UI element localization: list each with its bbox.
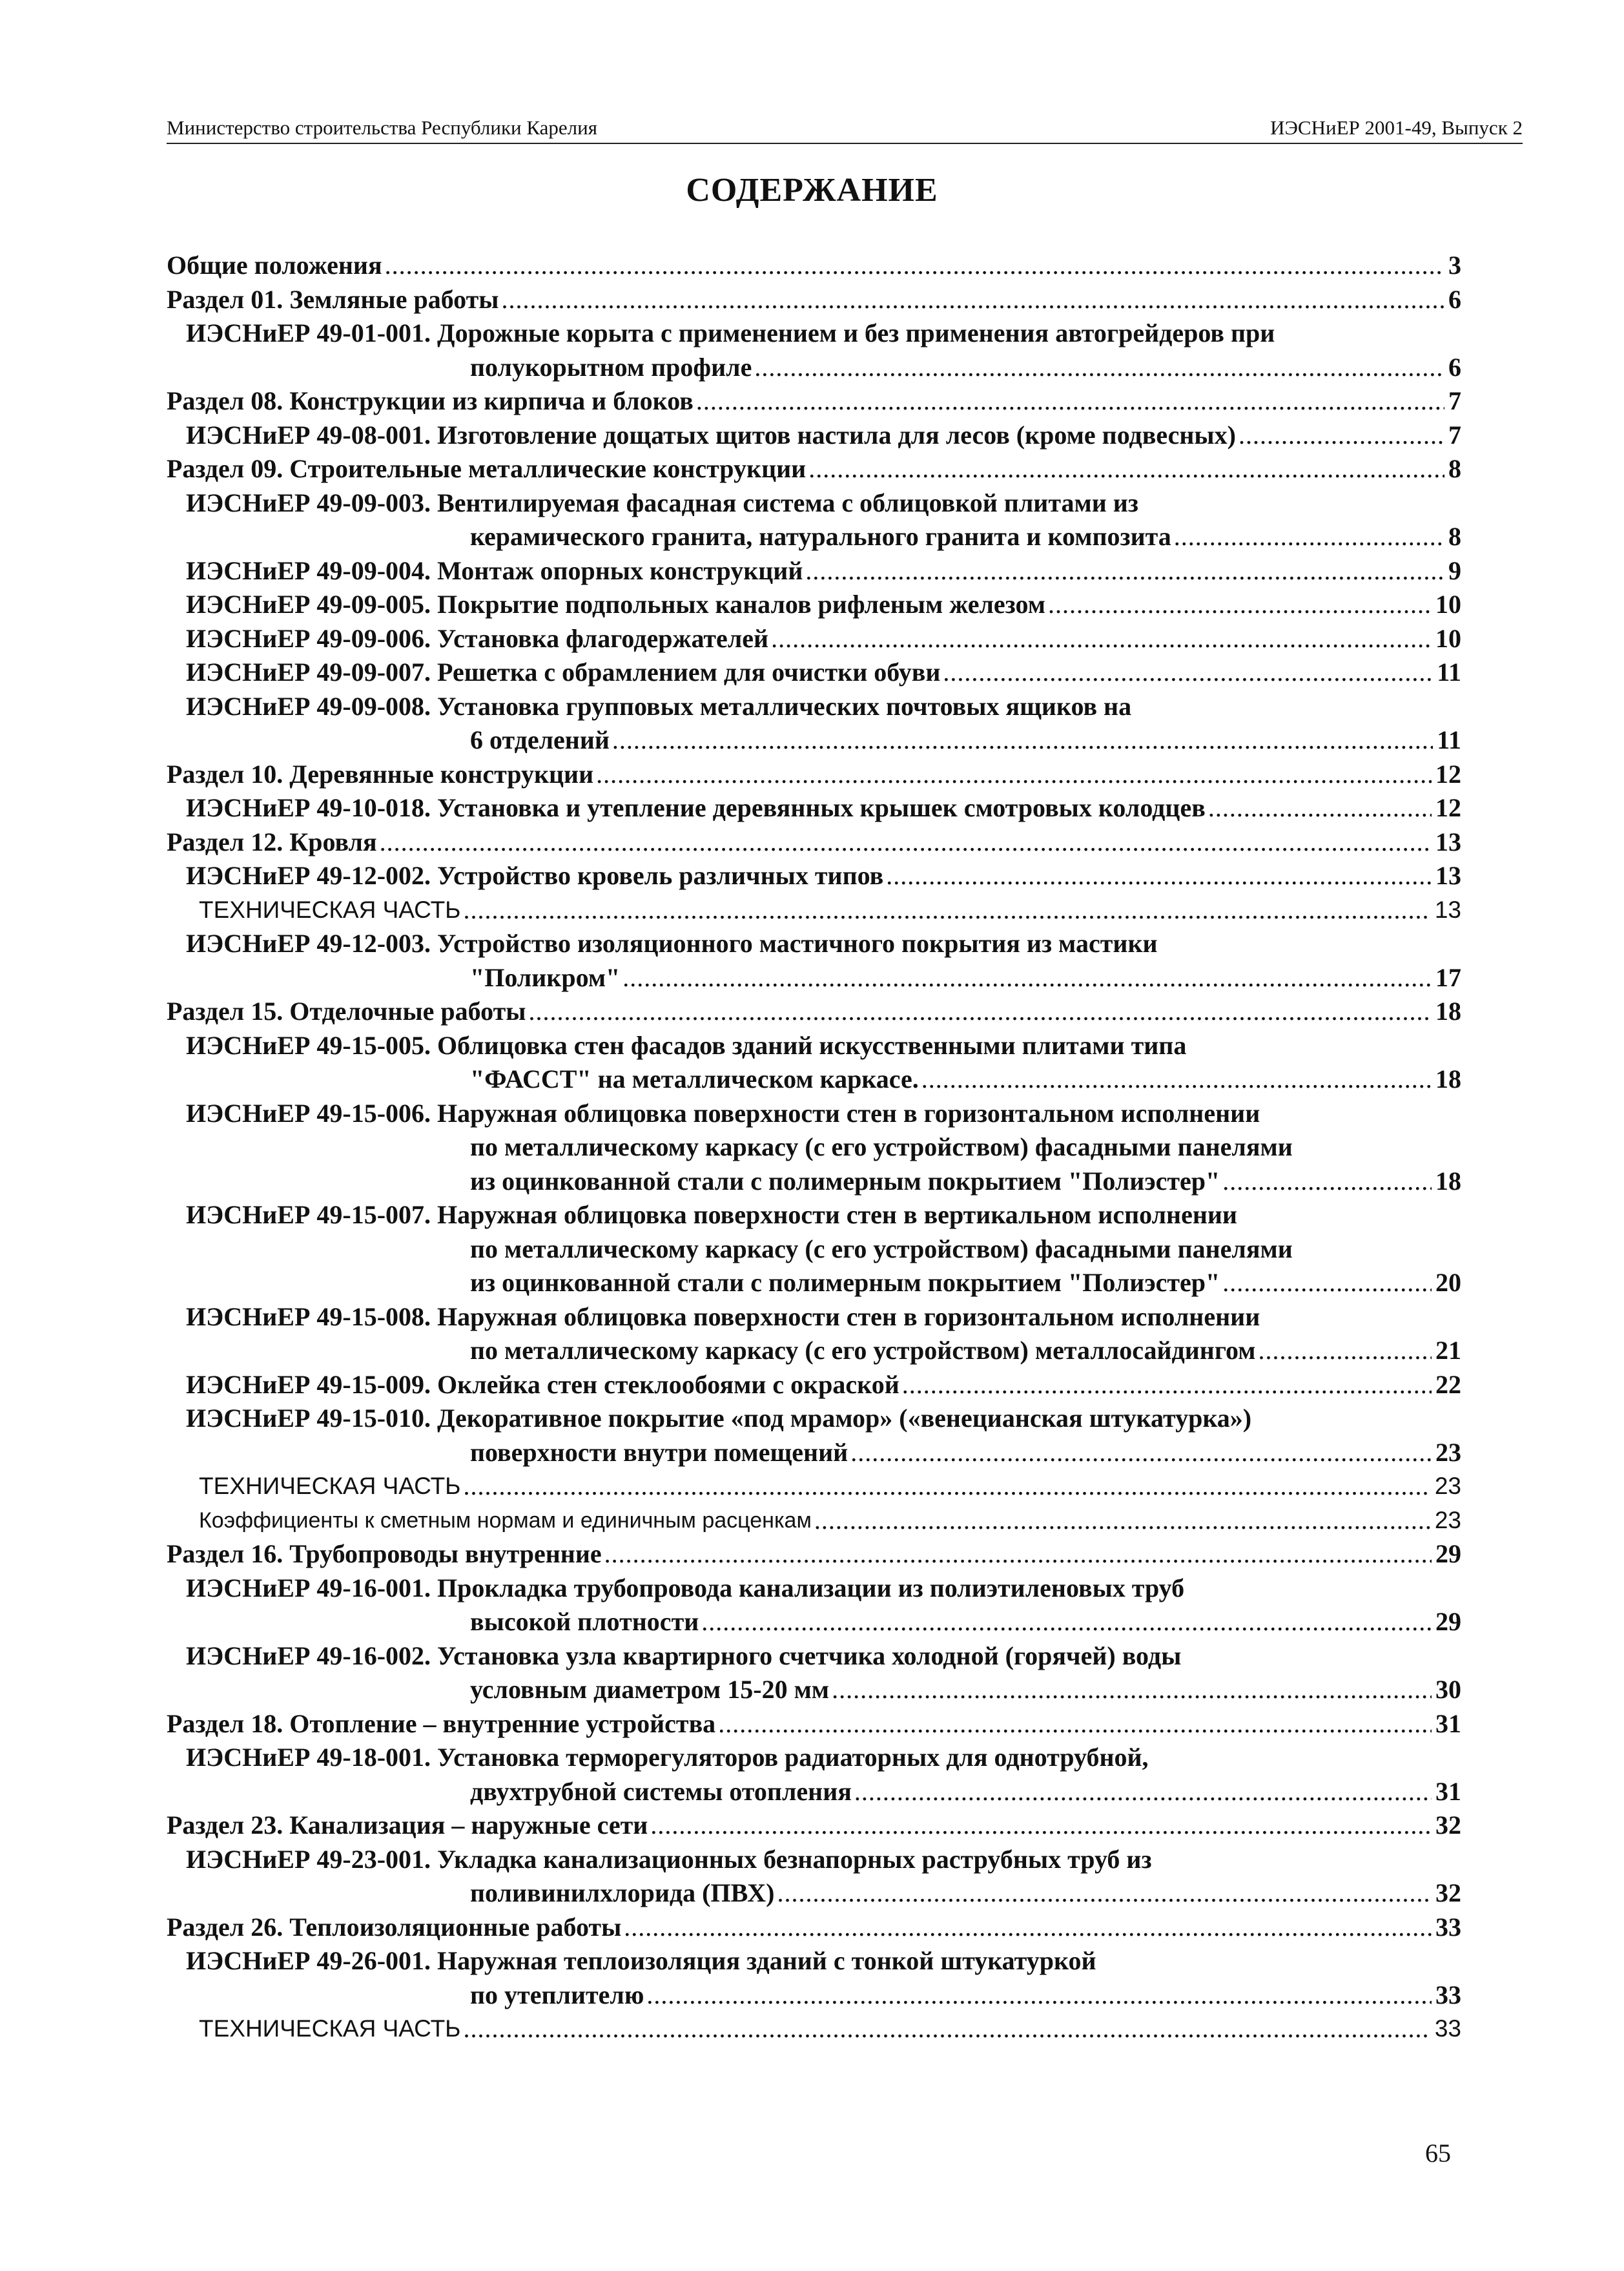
- toc-page-number: 13: [1434, 859, 1461, 893]
- toc-entry-code: ИЭСНиЕР 49-16-001.: [186, 1573, 438, 1602]
- toc-entry-heading: [186, 1639, 1181, 1674]
- toc-entry-heading: [167, 283, 499, 317]
- toc-entry-code: ИЭСНиЕР 49-15-006.: [186, 1098, 438, 1128]
- toc-leader-dots: [808, 452, 1444, 486]
- toc-entry-title: Раздел 16. Трубопроводы внутренние: [167, 1539, 602, 1568]
- toc-page-number: 11: [1435, 723, 1461, 758]
- toc-leader-dots: [596, 758, 1432, 792]
- toc-page-number: 7: [1447, 419, 1461, 453]
- toc-entry-heading: [167, 249, 382, 283]
- toc-entry[interactable]: [167, 1402, 1461, 1436]
- toc-entry-title: Изготовление дощатых щитов настила для лесов (кроме подвесных): [437, 420, 1236, 450]
- toc-entry[interactable]: [167, 1911, 1461, 1945]
- toc-entry[interactable]: [167, 1537, 1461, 1571]
- toc-entry-title: Раздел 26. Теплоизоляционные работы: [167, 1912, 622, 1942]
- header-doc-code: ИЭСНиЕР 2001-49, Выпуск 2: [1270, 116, 1523, 139]
- toc-leader-dots: [1239, 419, 1444, 453]
- toc-entry-title: поверхности внутри помещений: [470, 1437, 848, 1467]
- toc-page-number: 11: [1435, 656, 1461, 690]
- toc-entry-title: ТЕХНИЧЕСКАЯ ЧАСТЬ: [199, 1473, 461, 1499]
- toc-entry-code: ИЭСНиЕР 49-16-002.: [186, 1641, 438, 1670]
- toc-entry-heading: [167, 384, 694, 419]
- toc-entry-heading: [470, 1063, 919, 1097]
- toc-entry[interactable]: [167, 825, 1461, 860]
- toc-entry-title: Декоративное покрытие «под мрамор» («венецианская штукатурка»): [437, 1404, 1252, 1433]
- toc-entry-code: ИЭСНиЕР 49-26-001.: [186, 1946, 438, 1975]
- toc-leader-dots: [771, 622, 1432, 656]
- toc-entry-heading: [470, 723, 610, 758]
- toc-entry[interactable]: [167, 452, 1461, 486]
- toc-entry-code: ИЭСНиЕР 49-10-018.: [186, 793, 438, 822]
- toc-leader-dots: [850, 1436, 1432, 1470]
- toc-entry-heading: [167, 1809, 648, 1843]
- toc-entry[interactable]: [167, 1130, 1461, 1165]
- toc-entry[interactable]: [167, 1334, 1461, 1368]
- toc-entry-heading: [470, 1130, 1293, 1165]
- toc-entry-heading: [167, 995, 526, 1029]
- toc-entry[interactable]: [167, 1504, 1461, 1538]
- toc-entry-code: ИЭСНиЕР 49-09-004.: [186, 555, 438, 585]
- toc-page-number: 29: [1434, 1537, 1461, 1571]
- toc-entry-title: Наружная облицовка поверхности стен в вертикальном исполнении: [437, 1200, 1237, 1229]
- toc-entry-heading: [167, 825, 377, 860]
- toc-entry-heading: [186, 656, 940, 690]
- toc-leader-dots: [1259, 1334, 1432, 1368]
- toc-entry-title: двухтрубной системы отопления: [470, 1776, 852, 1806]
- toc-entry[interactable]: [167, 961, 1461, 995]
- toc-entry[interactable]: [167, 249, 1461, 283]
- toc-entry-heading: [186, 316, 1275, 351]
- toc-entry-heading: [470, 1334, 1256, 1368]
- toc-entry[interactable]: [167, 520, 1461, 554]
- toc-entry-title: Раздел 18. Отопление – внутренние устройства: [167, 1708, 716, 1738]
- toc-entry-title: по металлическому каркасу (с его устройством) металлосайдингом: [470, 1336, 1256, 1365]
- toc-entry-code: ИЭСНиЕР 49-01-001.: [186, 318, 438, 347]
- toc-entry-code: ИЭСНиЕР 49-15-010.: [186, 1404, 438, 1433]
- toc-entry-heading: [167, 758, 593, 792]
- toc-entry-heading: [186, 1843, 1152, 1877]
- toc-entry[interactable]: [167, 1707, 1461, 1741]
- toc-page-number: 10: [1434, 588, 1461, 622]
- toc-entry-code: ИЭСНиЕР 49-18-001.: [186, 1743, 438, 1772]
- toc-entry-heading: [470, 1673, 829, 1707]
- header-rule: [167, 143, 1523, 144]
- toc-entry-title: Монтаж опорных конструкций: [437, 555, 803, 585]
- toc-entry-title: поливинилхлорида (ПВХ): [470, 1878, 775, 1907]
- toc-entry[interactable]: [167, 1368, 1461, 1402]
- toc-entry-code: ИЭСНиЕР 49-23-001.: [186, 1844, 438, 1874]
- toc-entry-title: "ФАССТ" на металлическом каркасе.: [470, 1064, 919, 1094]
- toc-entry[interactable]: [167, 1300, 1461, 1334]
- toc-leader-dots: [463, 893, 1430, 928]
- toc-leader-dots: [604, 1537, 1432, 1571]
- toc-page-number: 13: [1434, 825, 1461, 860]
- toc-entry-title: из оцинкованной стали с полимерным покрытием "Полиэстер": [470, 1166, 1220, 1196]
- toc-entry-title: по металлическому каркасу (с его устройством) фасадными панелями: [470, 1234, 1293, 1263]
- toc-entry-title: Раздел 09. Строительные металлические конструкции: [167, 454, 807, 483]
- toc-entry[interactable]: [167, 791, 1461, 825]
- toc-page-number: 13: [1434, 893, 1461, 928]
- toc-entry-title: по утеплителю: [470, 1980, 644, 2009]
- toc-entry-title: Устройство кровель различных типов: [437, 861, 884, 890]
- toc-entry[interactable]: [167, 351, 1461, 385]
- toc-page-number: 30: [1434, 1673, 1461, 1707]
- toc-entry-heading: [186, 859, 883, 893]
- toc-entry[interactable]: [167, 1876, 1461, 1911]
- toc-entry-title: Раздел 01. Земляные работы: [167, 284, 499, 314]
- toc-entry-title: ТЕХНИЧЕСКАЯ ЧАСТЬ: [199, 896, 461, 923]
- toc-entry-title: условным диаметром 15-20 мм: [470, 1675, 830, 1704]
- toc-leader-dots: [385, 249, 1444, 283]
- toc-page-number: 23: [1434, 1436, 1461, 1470]
- toc-entry-heading: [199, 1469, 460, 1504]
- toc-page-number: 6: [1447, 351, 1461, 385]
- toc-entry[interactable]: [167, 1469, 1461, 1504]
- toc-entry-title: Вентилируемая фасадная система с облицовкой плитами из: [437, 488, 1138, 517]
- toc-leader-dots: [902, 1368, 1432, 1402]
- toc-entry-heading: [167, 1911, 621, 1945]
- toc-entry-title: Устройство изоляционного мастичного покрытия из мастики: [437, 929, 1158, 958]
- toc-leader-dots: [1222, 1266, 1432, 1300]
- toc-page-number: 8: [1447, 520, 1461, 554]
- toc-page-number: 21: [1434, 1334, 1461, 1368]
- page-title: СОДЕРЖАНИЕ: [686, 172, 938, 209]
- toc-entry[interactable]: [167, 723, 1461, 758]
- toc-entry-heading: [186, 1741, 1149, 1775]
- toc-entry-title: Облицовка стен фасадов зданий искусственными плитами типа: [437, 1030, 1187, 1060]
- toc-entry-heading: [470, 1266, 1220, 1300]
- toc-page-number: 20: [1434, 1266, 1461, 1300]
- toc-entry[interactable]: [167, 1673, 1461, 1707]
- toc-entry-code: ИЭСНиЕР 49-09-006.: [186, 623, 438, 653]
- toc-entry-heading: [186, 1198, 1237, 1232]
- toc-entry[interactable]: [167, 995, 1461, 1029]
- toc-page-number: 33: [1434, 1978, 1461, 2013]
- toc-entry[interactable]: [167, 1571, 1461, 1606]
- toc-entry-title: Установка терморегуляторов радиаторных для однотрубной,: [437, 1743, 1149, 1772]
- toc-entry-title: Решетка с обрамлением для очистки обуви: [437, 658, 941, 687]
- toc-entry-heading: [186, 690, 1131, 724]
- toc-page-number: 33: [1434, 1911, 1461, 1945]
- toc-page-number: 33: [1434, 2012, 1461, 2046]
- toc-entry-heading: [470, 1605, 699, 1639]
- toc-entry-heading: [186, 1029, 1186, 1063]
- toc-entry-code: ИЭСНиЕР 49-12-002.: [186, 861, 438, 890]
- toc-entry[interactable]: [167, 1097, 1461, 1131]
- toc-entry-heading: [167, 1537, 602, 1571]
- toc-page-number: 22: [1434, 1368, 1461, 1402]
- toc-leader-dots: [463, 1469, 1430, 1504]
- toc-entry-heading: [470, 961, 620, 995]
- toc-entry-code: ИЭСНиЕР 49-12-003.: [186, 929, 438, 958]
- toc-entry-title: Раздел 15. Отделочные работы: [167, 997, 526, 1026]
- toc-leader-dots: [646, 1978, 1432, 2013]
- toc-page-number: 23: [1434, 1469, 1461, 1504]
- toc-leader-dots: [777, 1876, 1432, 1911]
- toc-leader-dots: [718, 1707, 1432, 1741]
- toc-entry[interactable]: [167, 316, 1461, 351]
- toc-entry-heading: [186, 1944, 1096, 1978]
- toc-entry-title: Раздел 10. Деревянные конструкции: [167, 759, 594, 789]
- toc-entry-title: Дорожные корыта с применением и без применения автогрейдеров при: [437, 318, 1275, 347]
- toc-entry-title: 6 отделений: [470, 725, 610, 754]
- toc-page-number: 9: [1447, 554, 1461, 588]
- toc-entry-heading: [470, 351, 752, 385]
- toc-entry-title: полукорытном профиле: [470, 352, 752, 382]
- toc-leader-dots: [814, 1504, 1431, 1538]
- toc-entry-heading: [186, 486, 1138, 521]
- toc-leader-dots: [696, 384, 1444, 419]
- toc-entry-heading: [186, 1097, 1260, 1131]
- toc-page-number: 31: [1434, 1775, 1461, 1809]
- toc-page-number: 10: [1434, 622, 1461, 656]
- toc-leader-dots: [650, 1809, 1432, 1843]
- toc-leader-dots: [701, 1605, 1432, 1639]
- toc-entry[interactable]: [167, 622, 1461, 656]
- toc-entry-code: ИЭСНиЕР 49-08-001.: [186, 420, 438, 450]
- toc-entry-heading: [470, 1978, 644, 2013]
- toc-leader-dots: [502, 283, 1444, 317]
- toc-entry-title: Установка флагодержателей: [437, 623, 769, 653]
- toc-entry-heading: [186, 1368, 899, 1402]
- toc-entry-heading: [186, 419, 1236, 453]
- toc-entry-heading: [199, 2012, 460, 2046]
- toc-entry[interactable]: [167, 554, 1461, 588]
- toc-entry-title: Установка и утепление деревянных крышек смотровых колодцев: [437, 793, 1206, 822]
- toc-entry[interactable]: [167, 588, 1461, 622]
- toc-leader-dots: [1174, 520, 1444, 554]
- toc-entry-title: Раздел 23. Канализация – наружные сети: [167, 1810, 648, 1840]
- toc-entry-title: керамического гранита, натурального гранита и композита: [470, 522, 1171, 551]
- toc-entry[interactable]: [167, 690, 1461, 724]
- toc-entry[interactable]: [167, 1029, 1461, 1063]
- toc-entry-heading: [186, 927, 1158, 961]
- toc-leader-dots: [832, 1673, 1432, 1707]
- toc-entry-title: "Поликром": [470, 962, 621, 992]
- toc-entry-code: ИЭСНиЕР 49-09-007.: [186, 658, 438, 687]
- toc-leader-dots: [921, 1063, 1432, 1097]
- toc-entry-heading: [470, 1165, 1220, 1199]
- toc-entry[interactable]: [167, 384, 1461, 419]
- toc-entry[interactable]: [167, 1165, 1461, 1199]
- toc-entry-code: ИЭСНиЕР 49-09-008.: [186, 691, 438, 721]
- toc-entry-code: ИЭСНиЕР 49-15-005.: [186, 1030, 438, 1060]
- page-number: 65: [1425, 2139, 1451, 2168]
- toc-entry-heading: [470, 1876, 774, 1911]
- toc-entry-heading: [470, 1775, 852, 1809]
- toc-leader-dots: [854, 1775, 1432, 1809]
- toc-entry-code: ИЭСНиЕР 49-15-009.: [186, 1369, 438, 1399]
- toc-entry-heading: [186, 1571, 1184, 1606]
- toc-entry-title: Укладка канализационных безнапорных раструбных труб из: [437, 1844, 1152, 1874]
- toc-leader-dots: [943, 656, 1433, 690]
- toc-leader-dots: [380, 825, 1432, 860]
- toc-page-number: 3: [1447, 249, 1461, 283]
- toc-page-number: 18: [1434, 995, 1461, 1029]
- toc-entry[interactable]: [167, 893, 1461, 928]
- toc-leader-dots: [805, 554, 1444, 588]
- toc-entry[interactable]: [167, 1232, 1461, 1267]
- toc-page-number: 29: [1434, 1605, 1461, 1639]
- toc-entry[interactable]: [167, 927, 1461, 961]
- toc-entry[interactable]: [167, 1063, 1461, 1097]
- toc-entry-code: ИЭСНиЕР 49-09-005.: [186, 590, 438, 619]
- toc-leader-dots: [1222, 1165, 1432, 1199]
- toc-page-number: 18: [1434, 1165, 1461, 1199]
- toc-entry-heading: [186, 588, 1045, 622]
- toc-page-number: 17: [1434, 961, 1461, 995]
- toc-entry[interactable]: [167, 1944, 1461, 1978]
- toc-entry[interactable]: [167, 283, 1461, 317]
- toc-entry-heading: [186, 1402, 1251, 1436]
- toc-page-number: 32: [1434, 1876, 1461, 1911]
- toc-leader-dots: [463, 2012, 1430, 2046]
- running-header: [167, 116, 1523, 145]
- toc-entry-title: Коэффициенты к сметным нормам и единичным расценкам: [199, 1508, 812, 1533]
- toc-leader-dots: [622, 961, 1432, 995]
- toc-entry-heading: [199, 893, 460, 928]
- toc-leader-dots: [612, 723, 1433, 758]
- toc-page-number: 31: [1434, 1707, 1461, 1741]
- toc-page-number: 18: [1434, 1063, 1461, 1097]
- toc-entry[interactable]: [167, 2012, 1461, 2046]
- toc-entry-heading: [186, 1300, 1260, 1334]
- toc-entry-title: ТЕХНИЧЕСКАЯ ЧАСТЬ: [199, 2015, 461, 2042]
- toc-entry-code: ИЭСНиЕР 49-15-008.: [186, 1301, 438, 1331]
- toc-entry-title: из оцинкованной стали с полимерным покрытием "Полиэстер": [470, 1268, 1220, 1297]
- toc-page-number: 8: [1447, 452, 1461, 486]
- toc-entry-title: Раздел 12. Кровля: [167, 827, 377, 856]
- toc-leader-dots: [1208, 791, 1432, 825]
- toc-leader-dots: [754, 351, 1444, 385]
- toc-page-number: 6: [1447, 283, 1461, 317]
- toc-entry-heading: [199, 1504, 812, 1538]
- toc-entry-title: Наружная облицовка поверхности стен в горизонтальном исполнении: [437, 1301, 1260, 1331]
- toc-page-number: 12: [1434, 758, 1461, 792]
- toc-entry[interactable]: [167, 1605, 1461, 1639]
- toc-page-number: 23: [1434, 1504, 1461, 1538]
- toc-entry[interactable]: [167, 1436, 1461, 1470]
- toc-entry-title: Общие положения: [167, 251, 382, 280]
- toc-entry[interactable]: [167, 1266, 1461, 1300]
- toc-entry-title: Наружная облицовка поверхности стен в горизонтальном исполнении: [437, 1098, 1260, 1128]
- toc-entry[interactable]: [167, 1809, 1461, 1843]
- toc-entry-heading: [470, 1436, 848, 1470]
- toc-leader-dots: [529, 995, 1432, 1029]
- toc-entry[interactable]: [167, 1198, 1461, 1232]
- toc-entry-heading: [470, 1232, 1293, 1267]
- toc-leader-dots: [624, 1911, 1432, 1945]
- toc-leader-dots: [886, 859, 1432, 893]
- table-of-contents: [167, 249, 1461, 2046]
- toc-entry[interactable]: [167, 1741, 1461, 1775]
- toc-entry-title: Установка узла квартирного счетчика холодной (горячей) воды: [437, 1641, 1182, 1670]
- toc-entry-heading: [470, 520, 1171, 554]
- toc-entry[interactable]: [167, 1639, 1461, 1674]
- toc-entry-title: высокой плотности: [470, 1607, 699, 1636]
- toc-entry-heading: [186, 554, 803, 588]
- toc-entry-title: Наружная теплоизоляция зданий с тонкой штукатуркой: [437, 1946, 1096, 1975]
- toc-entry[interactable]: [167, 656, 1461, 690]
- toc-leader-dots: [1048, 588, 1432, 622]
- toc-entry-heading: [186, 622, 768, 656]
- toc-entry[interactable]: [167, 758, 1461, 792]
- toc-entry[interactable]: [167, 1843, 1461, 1877]
- toc-page-number: 12: [1434, 791, 1461, 825]
- toc-page-number: 7: [1447, 384, 1461, 419]
- toc-entry-title: по металлическому каркасу (с его устройством) фасадными панелями: [470, 1132, 1293, 1161]
- toc-page-number: 32: [1434, 1809, 1461, 1843]
- toc-entry-code: ИЭСНиЕР 49-09-003.: [186, 488, 438, 517]
- toc-entry-heading: [167, 452, 806, 486]
- toc-entry-title: Покрытие подпольных каналов рифленым железом: [437, 590, 1045, 619]
- toc-entry-heading: [167, 1707, 715, 1741]
- toc-entry[interactable]: [167, 1775, 1461, 1809]
- toc-entry[interactable]: [167, 419, 1461, 453]
- toc-entry[interactable]: [167, 486, 1461, 521]
- header-ministry: Министерство строительства Республики Карелия: [167, 116, 597, 139]
- toc-entry-code: ИЭСНиЕР 49-15-007.: [186, 1200, 438, 1229]
- toc-entry-title: Раздел 08. Конструкции из кирпича и блоков: [167, 386, 694, 415]
- toc-entry-title: Прокладка трубопровода канализации из полиэтиленовых труб: [437, 1573, 1185, 1602]
- toc-entry-title: Оклейка стен стеклообоями с окраской: [437, 1369, 899, 1399]
- toc-entry-heading: [186, 791, 1206, 825]
- toc-entry[interactable]: [167, 1978, 1461, 2013]
- toc-entry-title: Установка групповых металлических почтовых ящиков на: [437, 691, 1132, 721]
- toc-entry[interactable]: [167, 859, 1461, 893]
